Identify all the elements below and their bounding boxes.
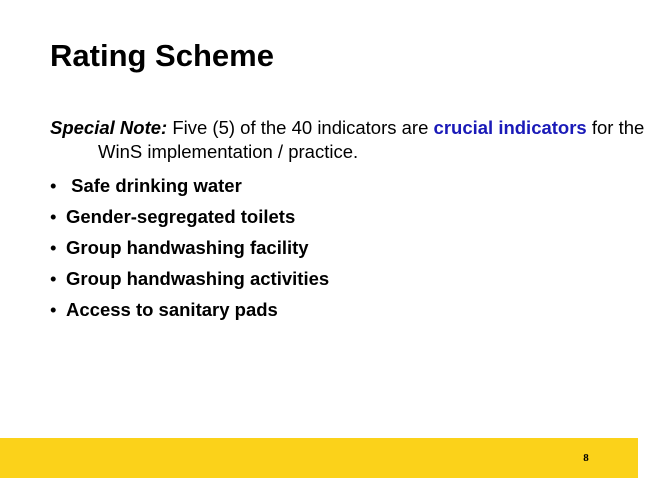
list-item-text: Safe drinking water — [66, 175, 242, 196]
list-item-text: Gender-segregated toilets — [66, 206, 296, 227]
list-item-text: Access to sanitary pads — [66, 299, 278, 320]
list-item — [50, 170, 329, 201]
list-item-text: Group handwashing activities — [66, 268, 330, 289]
list-item — [50, 232, 329, 263]
bullet-icon: • — [50, 206, 57, 227]
page-number: 8 — [583, 452, 589, 464]
bullet-icon: • — [50, 237, 57, 258]
list-item — [50, 263, 329, 294]
special-note — [50, 116, 658, 164]
note-text-after: for the WinS implementation / practice. — [98, 117, 645, 162]
list-item-text: Group handwashing facility — [66, 237, 309, 258]
note-text-before: Five (5) of the 40 indicators are — [167, 117, 434, 138]
bullet-icon: • — [50, 268, 57, 289]
indicator-list — [50, 170, 329, 325]
slide-title: Rating Scheme — [50, 38, 274, 73]
bullet-icon: • — [50, 175, 57, 196]
note-label: Special Note: — [50, 117, 168, 138]
note-highlight: crucial indicators — [433, 117, 587, 138]
list-item — [50, 294, 329, 325]
footer-bar — [0, 438, 638, 478]
bullet-icon: • — [50, 299, 57, 320]
list-item — [50, 201, 329, 232]
